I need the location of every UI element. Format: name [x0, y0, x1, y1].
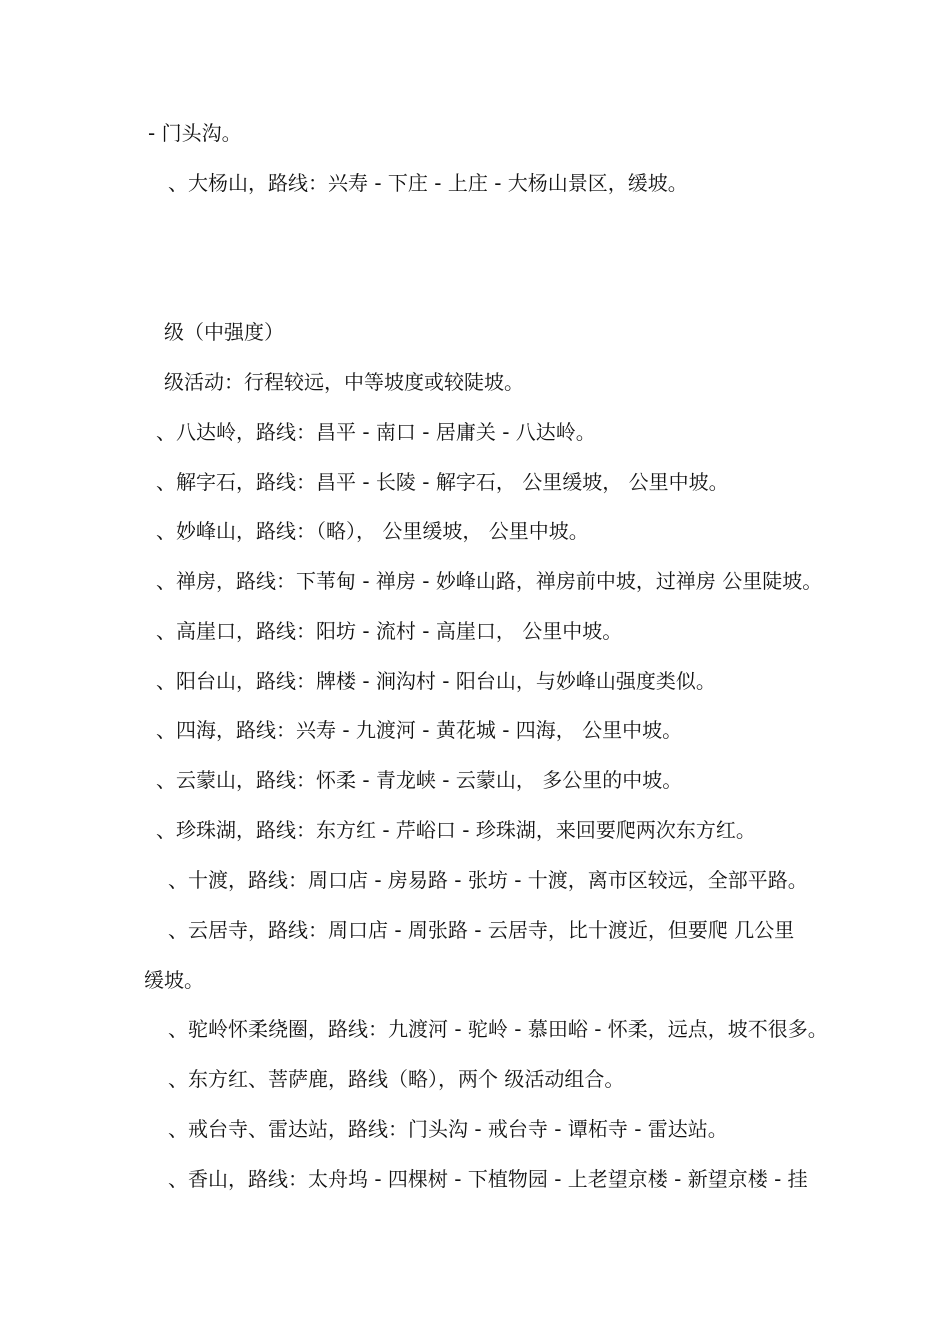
list-item: 、四海，路线：兴寿 - 九渡河 - 黄花城 - 四海， 公里中坡。 — [156, 718, 683, 742]
list-item: 、戒台寺、雷达站，路线：门头沟 - 戒台寺 - 谭柘寺 - 雷达站。 — [168, 1117, 728, 1141]
list-item: 、禅房，路线：下苇甸 - 禅房 - 妙峰山路，禅房前中坡，过禅房 公里陡坡。 — [156, 569, 823, 593]
list-item: 、八达岭，路线：昌平 - 南口 - 居庸关 - 八达岭。 — [156, 420, 596, 444]
list-item: 、云蒙山，路线：怀柔 - 青龙峡 - 云蒙山， 多公里的中坡。 — [156, 768, 683, 792]
list-item: 、解字石，路线：昌平 - 长陵 - 解字石， 公里缓坡， 公里中坡。 — [156, 470, 729, 494]
list-item: 、驼岭怀柔绕圈，路线：九渡河 - 驼岭 - 慕田峪 - 怀柔，远点，坡不很多。 — [168, 1017, 828, 1041]
text-line: 、大杨山，路线：兴寿 - 下庄 - 上庄 - 大杨山景区，缓坡。 — [168, 171, 688, 195]
text-line: 级活动：行程较远，中等坡度或较陡坡。 — [164, 370, 524, 394]
list-item: 、妙峰山，路线：（略）， 公里缓坡， 公里中坡。 — [156, 519, 589, 543]
text-line: 缓坡。 — [144, 968, 204, 992]
list-item: 、东方红、菩萨鹿，路线（略），两个 级活动组合。 — [168, 1067, 625, 1091]
list-item: 、香山，路线：太舟坞 - 四棵树 - 下植物园 - 上老望京楼 - 新望京楼 - 挂 — [168, 1167, 808, 1191]
list-item: 、十渡，路线：周口店 - 房易路 - 张坊 - 十渡，离市区较远，全部平路。 — [168, 868, 808, 892]
list-item: 、云居寺，路线：周口店 - 周张路 - 云居寺，比十渡近，但要爬 几公里 — [168, 918, 795, 942]
list-item: 、高崖口，路线：阳坊 - 流村 - 高崖口， 公里中坡。 — [156, 619, 623, 643]
section-heading: 级（中强度） — [164, 320, 284, 344]
list-item: 、珍珠湖，路线：东方红 - 芹峪口 - 珍珠湖，来回要爬两次东方红。 — [156, 818, 756, 842]
text-line: - 门头沟。 — [148, 121, 242, 145]
list-item: 、阳台山，路线：牌楼 - 涧沟村 - 阳台山，与妙峰山强度类似。 — [156, 669, 716, 693]
